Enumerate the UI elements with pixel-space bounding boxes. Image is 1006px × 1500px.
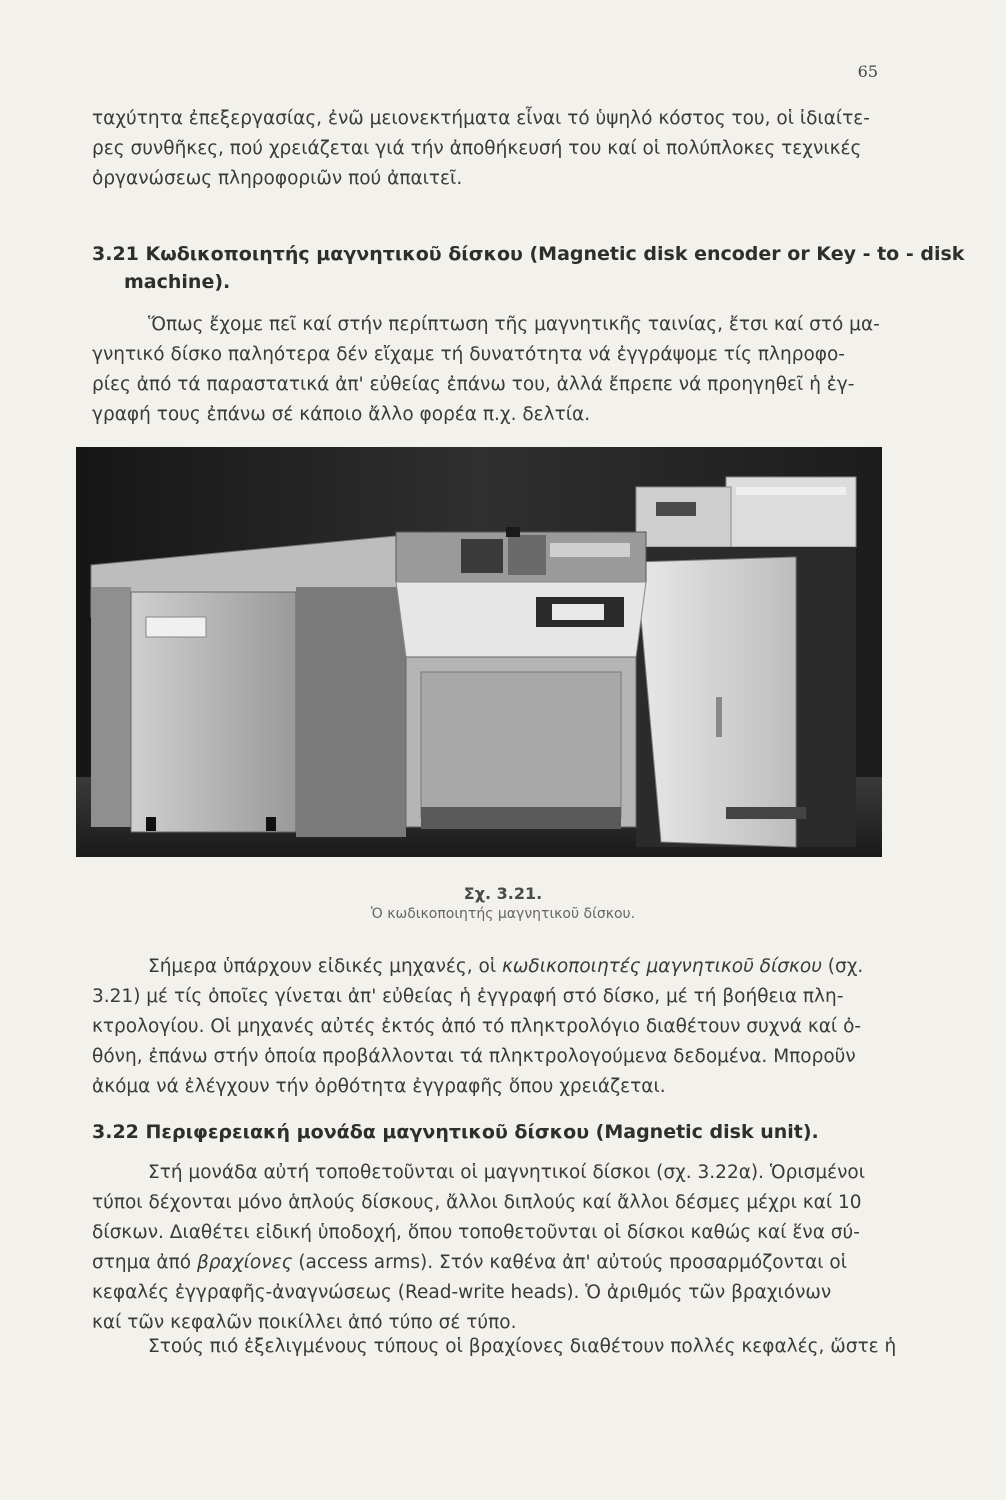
section-heading-3-21 bbox=[92, 240, 965, 296]
text-line: θόνη, ἐπάνω στήν ὁποία προβάλλονται τά πληκτρολογούμενα δεδομένα. Μποροῦν bbox=[92, 1046, 856, 1067]
figure-number: Σχ. 3.21. bbox=[463, 884, 543, 903]
text-line: καί τῶν κεφαλῶν ποικίλλει ἀπό τύπο σέ τύπο. bbox=[92, 1312, 517, 1333]
text-run: στημα ἀπό bbox=[92, 1252, 197, 1273]
paragraph-disk-unit bbox=[92, 1158, 900, 1338]
text-run: Σήμερα ὑπάρχουν εἰδικές μηχανές, οἱ bbox=[148, 956, 502, 977]
text-line: κεφαλές ἐγγραφῆς-ἀναγνώσεως (Read-write heads). Ὁ ἀριθμός τῶν βραχιόνων bbox=[92, 1282, 832, 1303]
figure-photo-key-to-disk-machine bbox=[76, 447, 882, 857]
text-line: Στούς πιό ἐξελιγμένους τύπους οἱ βραχίονες διαθέτουν πολλές κεφαλές, ὥστε ἡ bbox=[148, 1336, 897, 1357]
text-line: γνητικό δίσκο παληότερα δέν εἴχαμε τή δυνατότητα νά ἐγγράψομε τίς πληροφο- bbox=[92, 344, 845, 365]
paragraph-modern-encoders bbox=[92, 952, 900, 1102]
text-run: (access arms). Στόν καθένα ἀπ' αὐτούς προσαρμόζονται οἱ bbox=[292, 1252, 848, 1273]
text-line: τύποι δέχονται μόνο ἁπλούς δίσκους, ἄλλοι διπλούς καί ἄλλοι δέσμες μέχρι καί 10 bbox=[92, 1192, 862, 1213]
text-line: Ὅπως ἔχομε πεῖ καί στήν περίπτωση τῆς μαγνητικῆς ταινίας, ἔτσι καί στό μα- bbox=[148, 314, 880, 335]
text-line: ρίες ἀπό τά παραστατικά ἀπ' εὐθείας ἐπάνω του, ἀλλά ἔπρεπε νά προηγηθεῖ ἡ ἐγ- bbox=[92, 374, 855, 395]
text-line: Στή μονάδα αὐτή τοποθετοῦνται οἱ μαγνητικοί δίσκοι (σχ. 3.22α). Ὁρισμένοι bbox=[148, 1162, 866, 1183]
text-line: ἀκόμα νά ἐλέγχουν τήν ὀρθότητα ἐγγραφῆς ὅπου χρειάζεται. bbox=[92, 1076, 666, 1097]
figure-caption: Ὁ κωδικοποιητής μαγνητικοῦ δίσκου. bbox=[370, 906, 636, 922]
section-heading-3-22 bbox=[92, 1118, 900, 1146]
text-line: ρες συνθῆκες, πού χρειάζεται γιά τήν ἀποθήκευσή του καί οἱ πολύπλοκες τεχνικές bbox=[92, 138, 862, 159]
page-number: 65 bbox=[857, 62, 878, 81]
text-line: γραφή τους ἐπάνω σέ κάποιο ἄλλο φορέα π.χ. δελτία. bbox=[92, 404, 591, 425]
text-line: 3.21) μέ τίς ὁποῖες γίνεται ἀπ' εὐθείας ἡ ἐγγραφή στό δίσκο, μέ τή βοήθεια πλη- bbox=[92, 986, 844, 1007]
text-line: κτρολογίου. Οἱ μηχανές αὐτές ἐκτός ἀπό τό πληκτρολόγιο διαθέτουν συχνά καί ὀ- bbox=[92, 1016, 862, 1037]
emphasis-term: κωδικοποιητές μαγνητικοῦ δίσκου bbox=[501, 956, 822, 977]
text-line bbox=[92, 1248, 900, 1278]
heading-line: 3.22 Περιφερειακή μονάδα μαγνητικοῦ δίσκου (Magnetic disk unit). bbox=[92, 1121, 819, 1143]
heading-line: machine). bbox=[124, 271, 231, 293]
paragraph-intro-continuation bbox=[92, 104, 900, 194]
paragraph-key-to-disk-history bbox=[92, 310, 900, 430]
text-line: ὀργανώσεως πληροφοριῶν πού ἀπαιτεῖ. bbox=[92, 168, 463, 189]
paragraph-advanced-types bbox=[92, 1332, 900, 1362]
text-line bbox=[92, 952, 900, 982]
text-line: δίσκων. Διαθέτει εἰδική ὑποδοχή, ὅπου τοποθετοῦνται οἱ δίσκοι καθώς καί ἕνα σύ- bbox=[92, 1222, 860, 1243]
text-run: (σχ. bbox=[821, 956, 864, 977]
heading-line: 3.21 Κωδικοποιητής μαγνητικοῦ δίσκου (Magnetic disk encoder or Key - to - disk bbox=[92, 243, 965, 265]
text-line: ταχύτητα ἐπεξεργασίας, ἐνῶ μειονεκτήματα εἶναι τό ὑψηλό κόστος του, οἱ ἰδιαίτε- bbox=[92, 108, 870, 129]
emphasis-term: βραχίονες bbox=[196, 1252, 293, 1273]
